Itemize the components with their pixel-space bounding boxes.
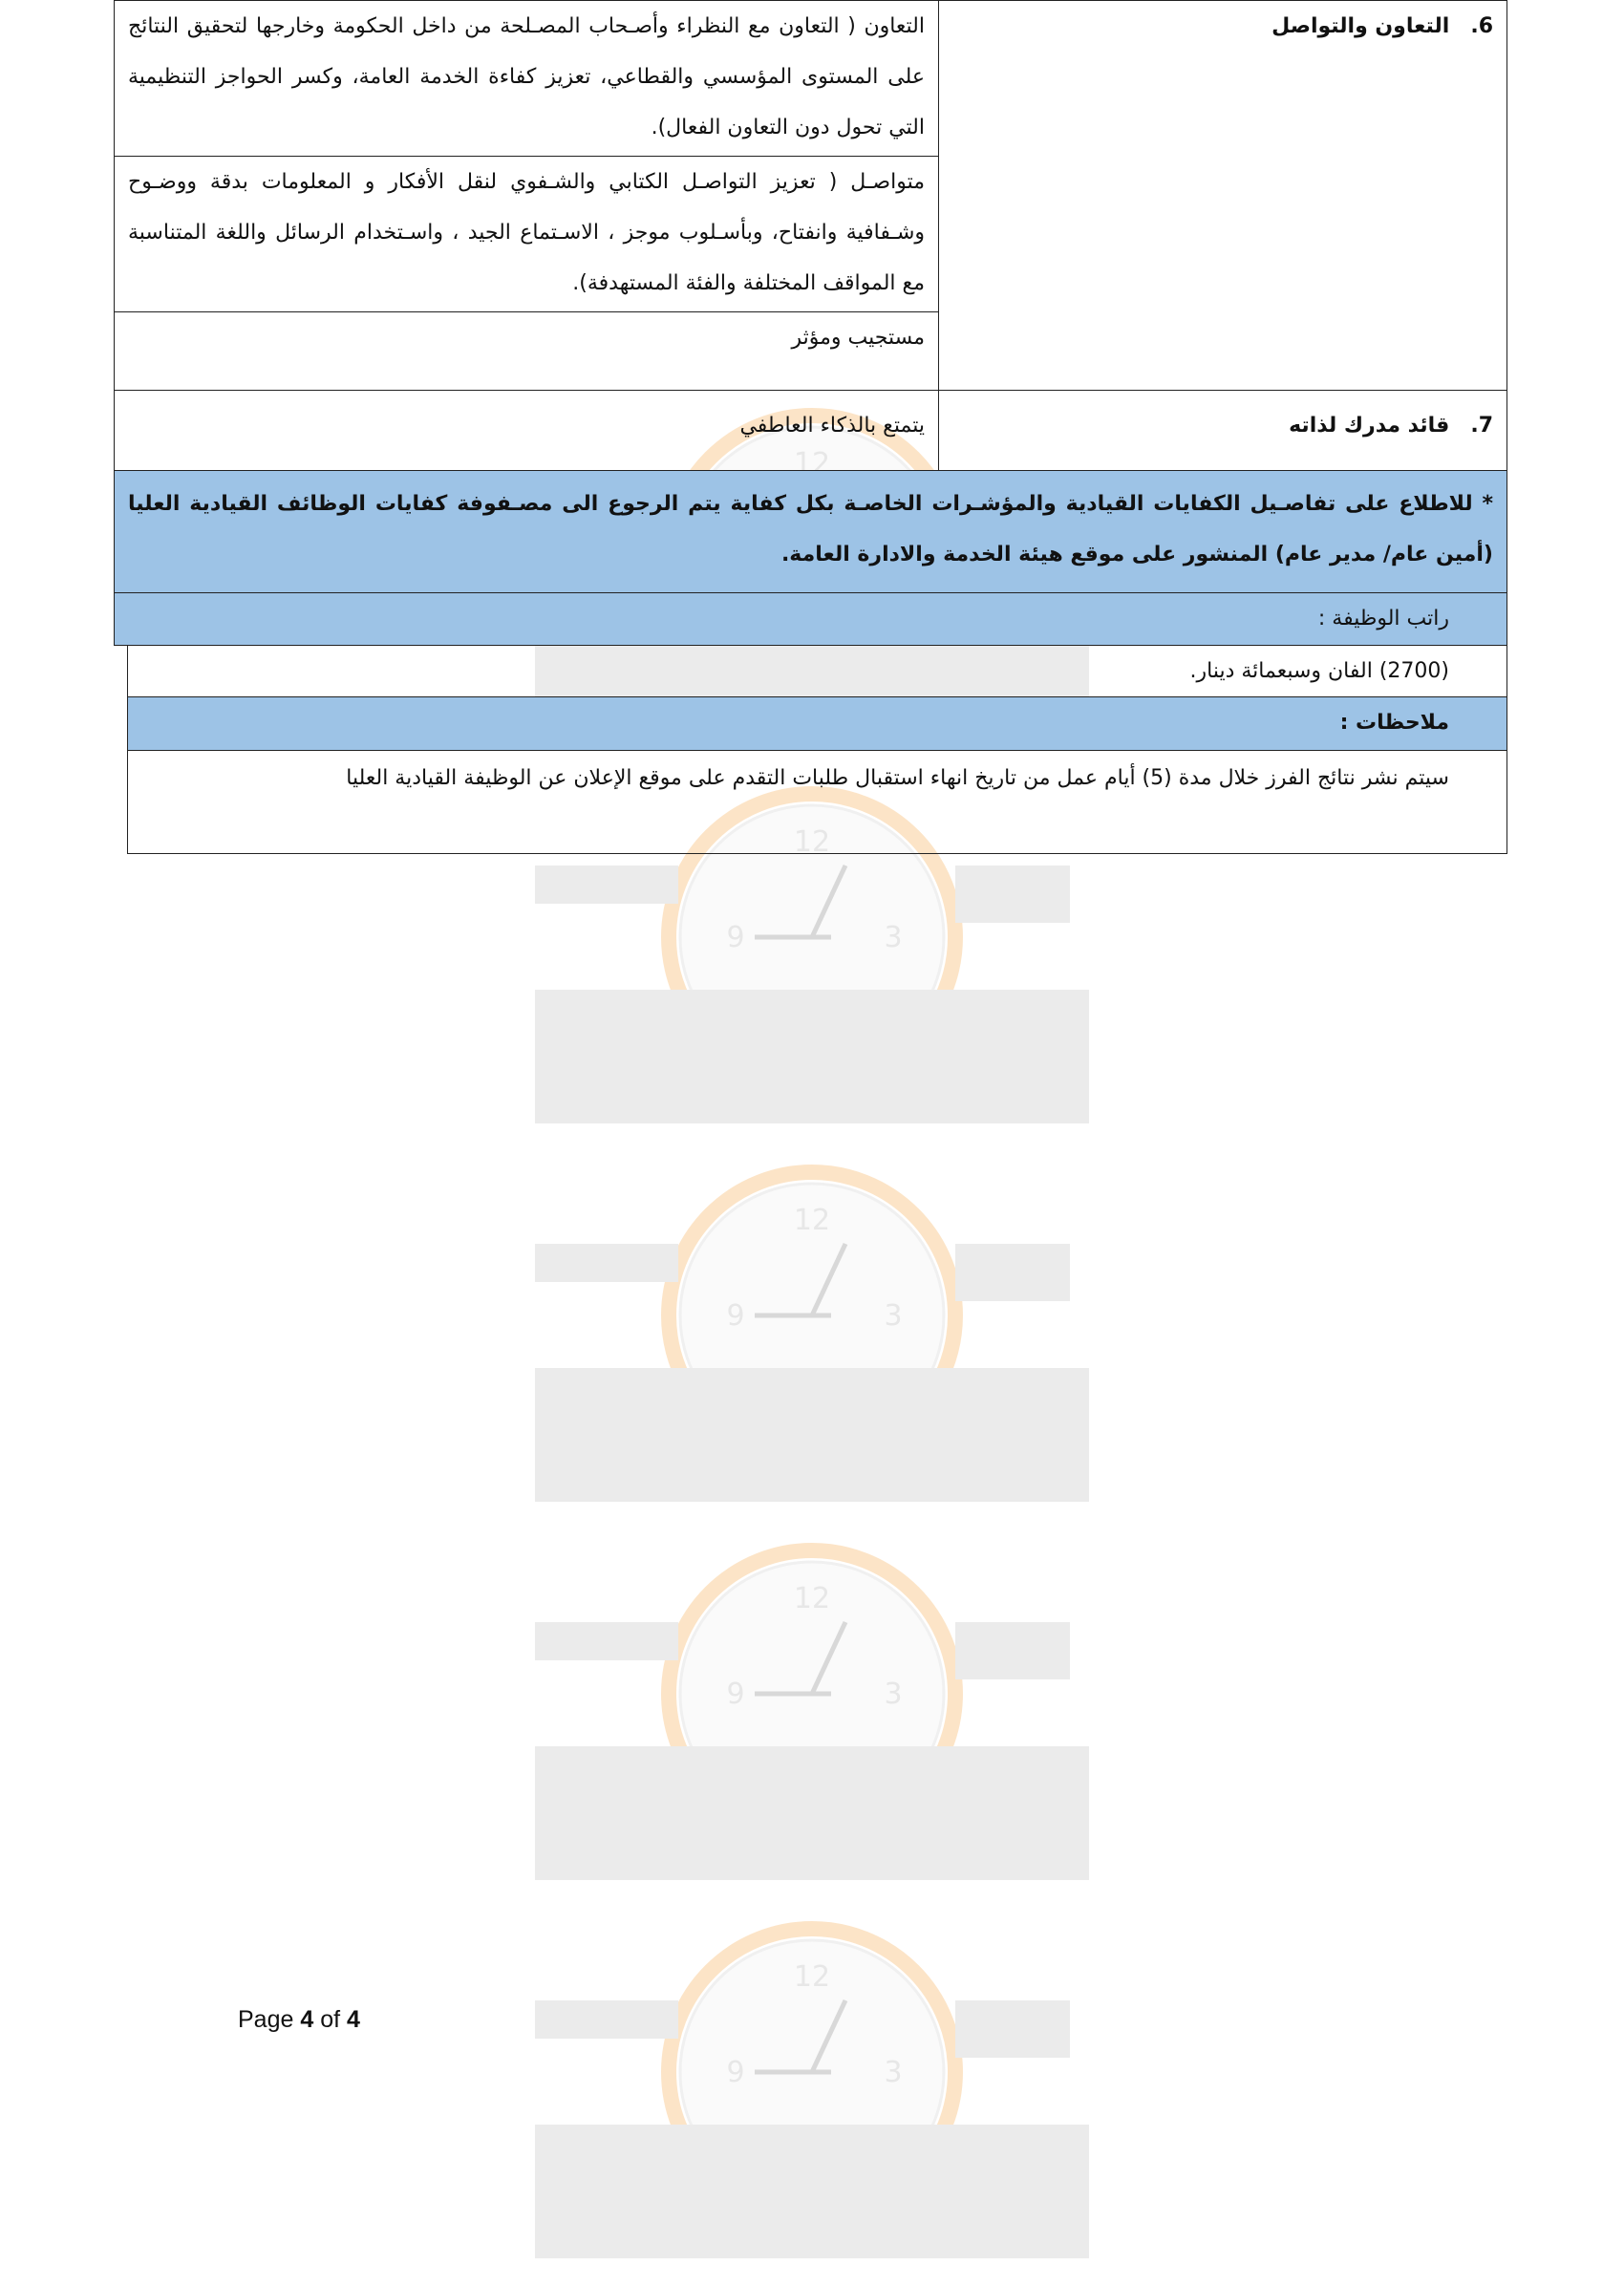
page-word: Page [238, 2006, 294, 2033]
current-page: 4 [300, 2006, 314, 2033]
indicator-cell: التعاون ( التعاون مع النظراء وأصـحاب المصـلحة من داخل الحكومة وخارجها لتحقيق النتائج على المستوى المؤسسي والقطاعي، تعزيز كفاءة الخدمة العامة، وكسر الحواجز التنظيمية التي تحول دون التعاون الفعال). [114, 0, 939, 157]
of-word: of [320, 2006, 341, 2033]
salary-value: (2700) الفان وسبعمائة دينار. [127, 645, 1507, 697]
indicator-cell: يتمتع بالذكاء العاطفي [114, 390, 939, 471]
total-pages: 4 [347, 2006, 360, 2033]
competency-title: قائد مدرك لذاته [1289, 414, 1450, 438]
page-number [238, 2006, 360, 2034]
indicator-cell: متواصـل ( تعزيز التواصـل الكتابي والشـفوي لنقل الأفكار و المعلومات بدقة ووضـوح وشـفافية وانفتاح، وبأسـلوب موجز ، الاسـتماع الجيد ، واسـتخدام الرسائل واللغة المتناسبة مع المواقف المختلفة والفئة المستهدفة). [114, 156, 939, 312]
notes-label: ملاحظات : [127, 696, 1507, 751]
watermark-logo [516, 1129, 1108, 1530]
indicator-cell: مستجيب ومؤثر [114, 311, 939, 391]
competency-number: 6. [1470, 14, 1493, 38]
watermark-logo [516, 1886, 1108, 2287]
competency-title-cell [938, 390, 1507, 471]
competency-title-cell [938, 0, 1507, 391]
salary-label: راتب الوظيفة : [114, 592, 1507, 646]
competency-title: التعاون والتواصل [1271, 14, 1450, 38]
competency-number: 7. [1470, 414, 1493, 438]
reference-note: * للاطلاع على تفاصـيل الكفايات القيادية والمؤشـرات الخاصـة بكل كفاية يتم الرجوع الى مصـفوفة كفايات الوظائف القيادية العليا (أمين عام/ مدير عام) المنشور على موقع هيئة الخدمة والادارة العامة. [114, 470, 1507, 593]
watermark-logo [516, 1507, 1108, 1909]
notes-text: سيتم نشر نتائج الفرز خلال مدة (5) أيام عمل من تاريخ انهاء استقبال طلبات التقدم على موقع الإعلان عن الوظيفة القيادية العليا [127, 750, 1507, 854]
